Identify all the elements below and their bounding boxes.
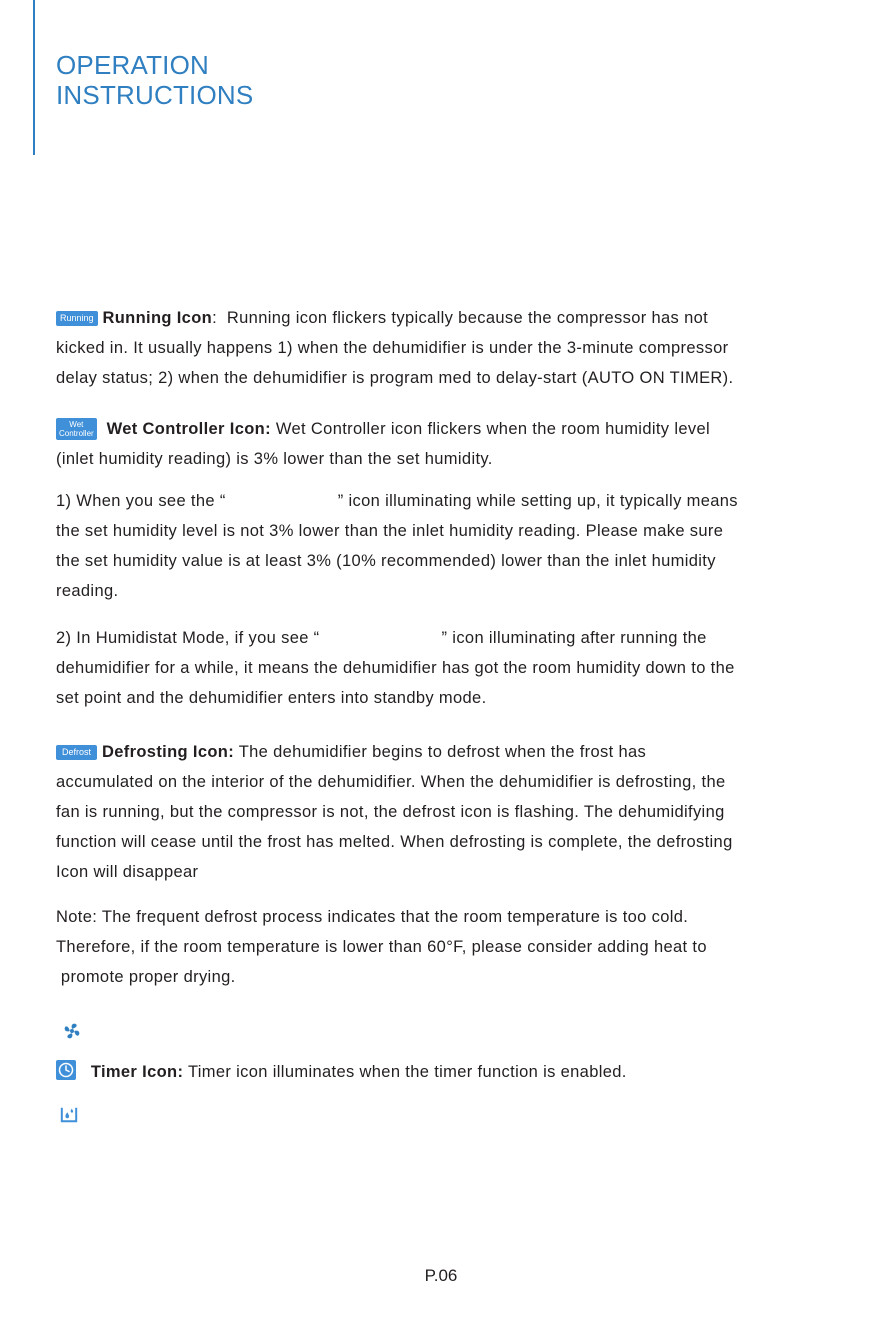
defrost-section: Defrost Defrosting Icon: The dehumidifier begins to defrost when the frost has accumulated on the interior of the dehumidifier. When the dehumidifier is defrosting, the fan is running, but the compressor is not, the defrost icon is flashing. The dehumidifying function will cease until the frost has melted. When defrosting is complete, the defrosting Icon will disappear: [56, 743, 733, 881]
running-badge-icon: Running: [56, 311, 98, 326]
accent-line: [33, 0, 35, 155]
running-text: Running icon flickers typically because the compressor has not: [226, 309, 709, 327]
running-heading: Running Icon: [102, 309, 213, 327]
defrost-note: Note: The frequent defrost process indicates that the room temperature is too cold. Therefore, if the room temperature is lower than 60°F, please consider adding heat to promote proper drying.: [56, 908, 707, 986]
wet-controller-paragraph-1: 1) When you see the “ ” icon illuminating while setting up, it typically means the set humidity level is not 3% lower than the inlet humidity reading. Please make sure the set humidity value is at least 3% (10% recommended) lower than the inlet humidity reading.: [56, 492, 738, 600]
page-number: P.06: [424, 1266, 458, 1285]
clock-icon: [56, 1060, 76, 1080]
wet-controller-badge-icon: Wet Controller: [56, 418, 97, 440]
timer-heading: Timer Icon:: [90, 1063, 184, 1081]
water-row: [60, 1100, 860, 1130]
wet-controller-section: Wet Controller Wet Controller Icon: Wet Controller icon flickers when the room humidity level (inlet humidity reading) is 3% lower than the set humidity.: [56, 420, 711, 468]
timer-text: Timer icon illuminates when the timer function is enabled.: [187, 1063, 627, 1081]
page-title: OPERATION INSTRUCTIONS: [56, 50, 254, 110]
water-drops-icon: [60, 1105, 78, 1123]
fan-icon: [63, 1022, 81, 1040]
wet-controller-paragraph-2: 2) In Humidistat Mode, if you see “ ” icon illuminating after running the dehumidifier for a while, it means the dehumidifier has got the room humidity down to the set point and the dehumidifier enters into standby mode.: [56, 629, 735, 707]
defrost-heading: Defrosting Icon:: [101, 743, 235, 761]
fan-row: [63, 1017, 863, 1047]
timer-row: [56, 1057, 856, 1087]
wet-controller-heading: Wet Controller Icon:: [106, 420, 271, 438]
defrost-badge-icon: Defrost: [56, 745, 97, 760]
running-section: Running Running Icon: Running icon flickers typically because the compressor has not kicked in. It usually happens 1) when the dehumidifier is under the 3-minute compressor delay status; 2) when the dehumidifier is program med to delay-start (AUTO ON TIMER).: [56, 309, 734, 387]
